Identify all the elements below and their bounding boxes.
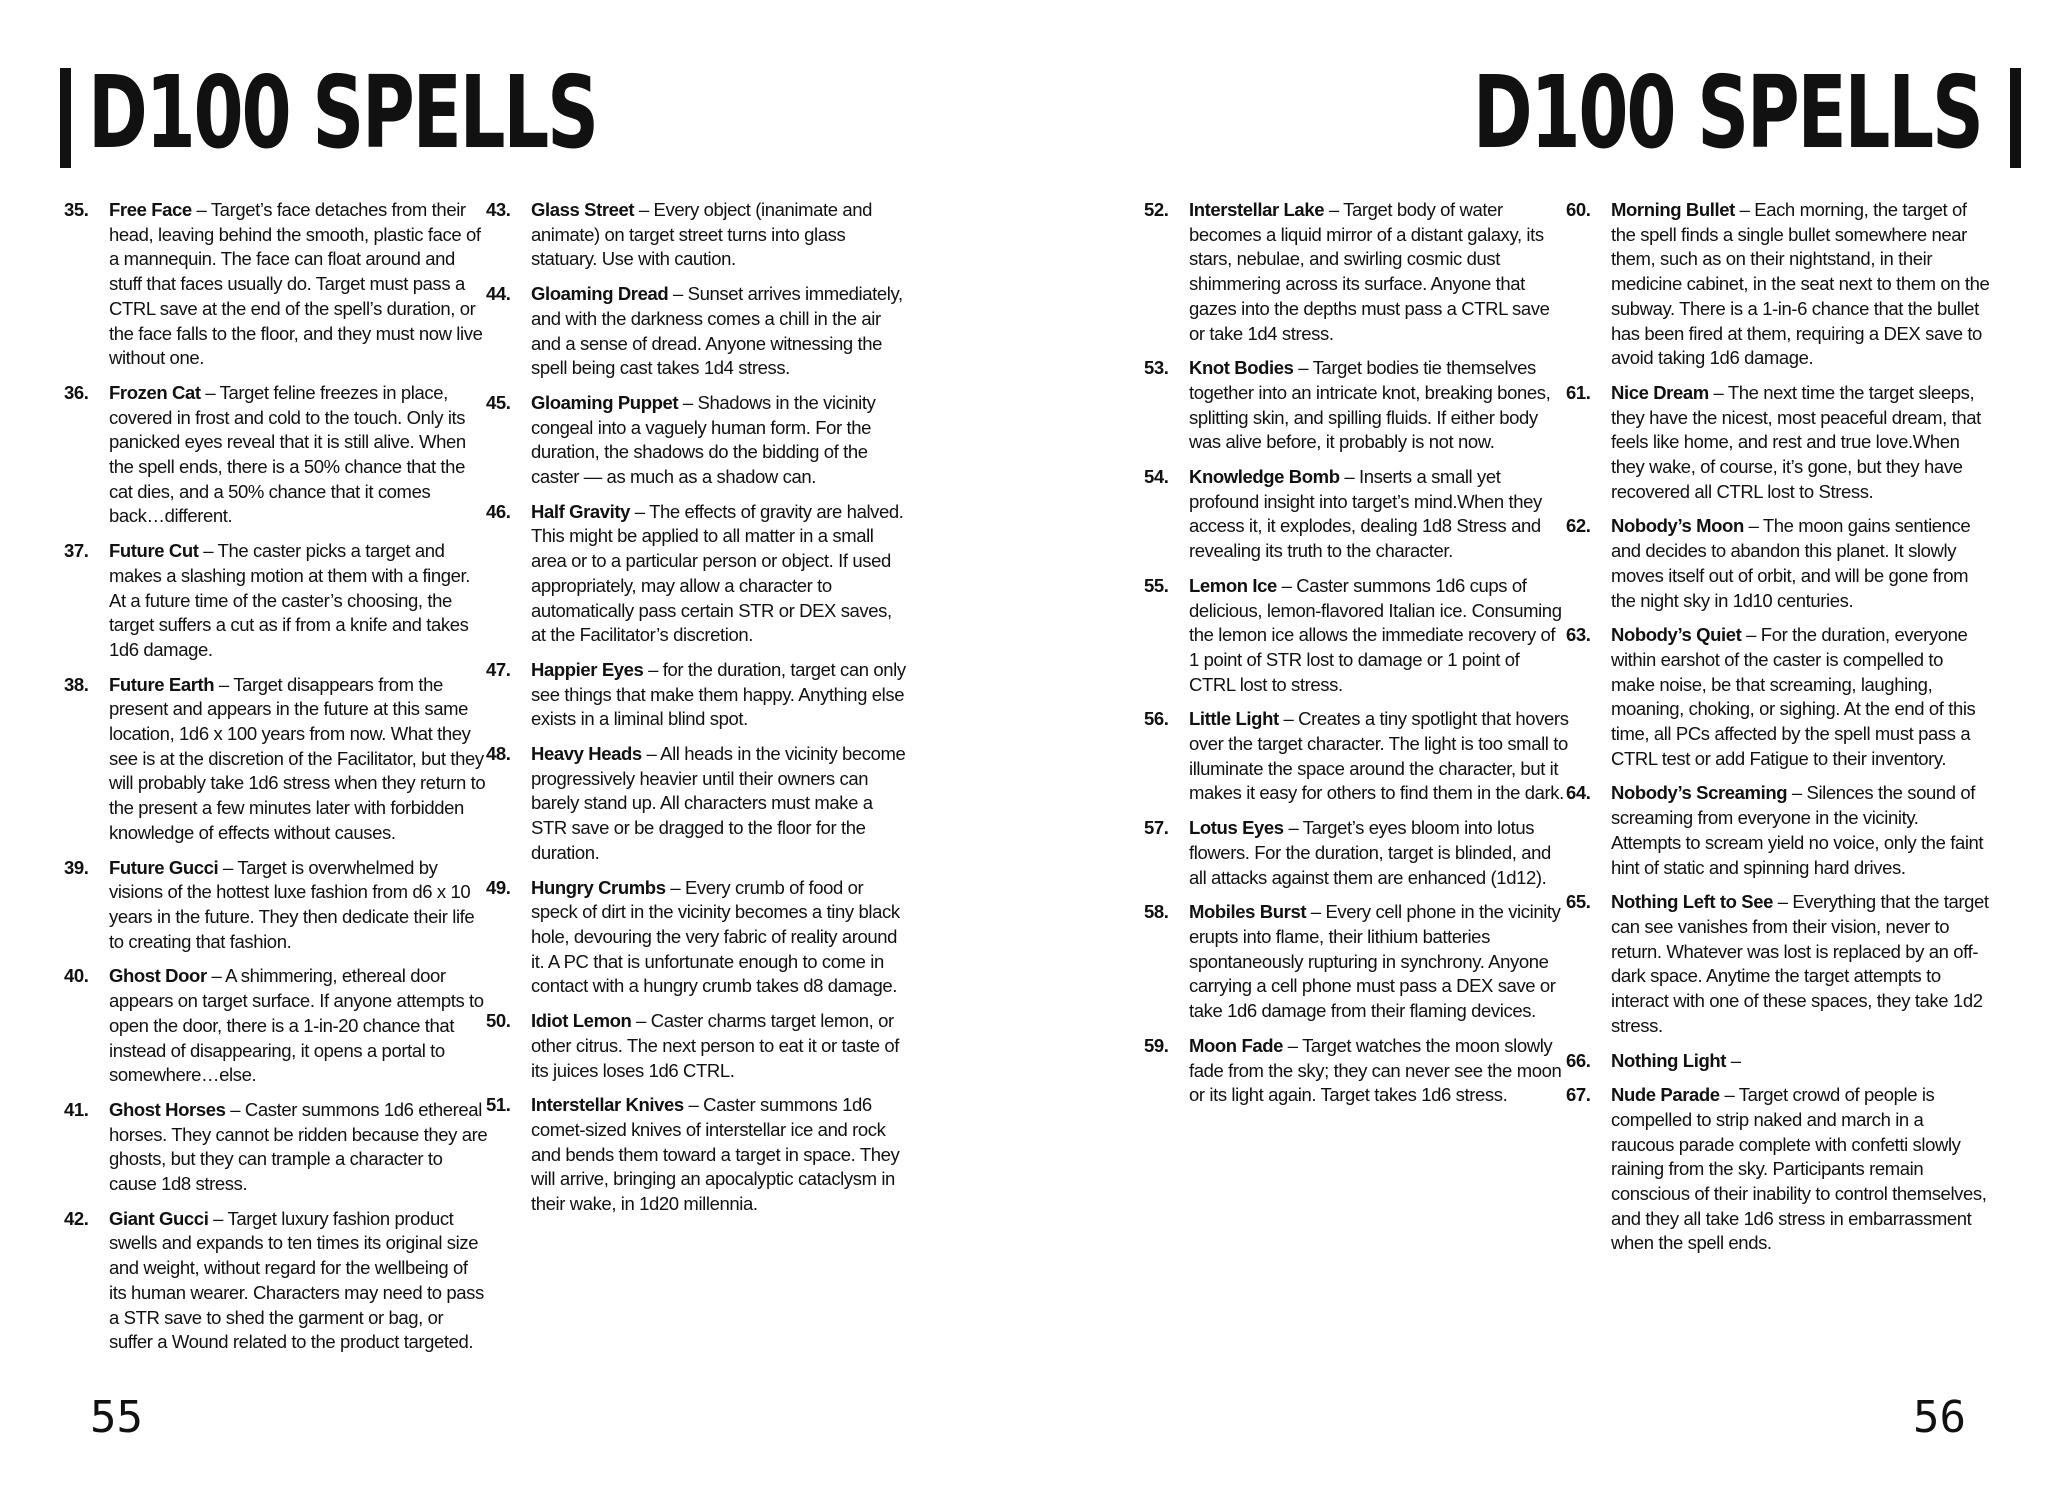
spell-description: – for the duration, target can only see things that make them happy. Anything else exists in a liminal blind spot. xyxy=(531,658,906,730)
spell-name: Nobody’s Moon xyxy=(1611,515,1744,537)
spell-entry xyxy=(1144,574,1569,698)
spell-entry xyxy=(64,1098,489,1197)
spell-description: – Target luxury fashion product swells and expands to ten times its original size and weight, without regard for the wellbeing of its human wearer. Characters may need to pass a STR save to shed the garment or bag, or suffer a Wound related to the product targeted. xyxy=(109,1207,484,1353)
spell-number: 58. xyxy=(1144,901,1169,923)
spell-column-1 xyxy=(64,198,489,1365)
spell-entry xyxy=(64,964,489,1088)
spell-description: – Target watches the moon slowly fade from the sky; they can never see the moon or its light again. Target takes 1d6 stress. xyxy=(1189,1034,1562,1106)
spell-name: Mobiles Burst xyxy=(1189,901,1307,923)
spell-description: – Every object (inanimate and animate) on target street turns into glass statuary. Use with caution. xyxy=(531,199,873,270)
spell-number: 35. xyxy=(64,199,89,220)
spell-name: Happier Eyes xyxy=(531,658,644,680)
spell-number: 66. xyxy=(1566,1049,1591,1071)
spell-number: 42. xyxy=(64,1207,89,1229)
spell-number: 57. xyxy=(1144,817,1169,839)
spell-description: – The caster picks a target and makes a slashing motion at them with a finger. At a future time of the caster’s choosing, the target suffers a cut as if from a knife and takes 1d6 damage. xyxy=(109,540,471,660)
spell-description: – xyxy=(1726,1049,1741,1071)
spell-name: Knowledge Bomb xyxy=(1189,466,1340,488)
spell-description: – Every cell phone in the vicinity erupts into flame, their lithium batteries spontaneously rupturing in synchrony. Anyone carrying a cell phone must pass a DEX save or take 1d6 damage from their flaming devices. xyxy=(1189,901,1561,1022)
spell-description: – For the duration, everyone within earshot of the caster is compelled to make noise, be that screaming, laughing, moaning, choking, or sighing. At the end of this time, all PCs affected by the spell must pass a CTRL test or add Fatigue to their inventory. xyxy=(1611,624,1976,769)
spell-description: – Inserts a small yet profound insight into target’s mind.When they access it, it explodes, dealing 1d8 Stress and revealing its truth to the character. xyxy=(1189,466,1542,562)
spell-description: – The effects of gravity are halved. This might be applied to all matter in a small area or to a particular person or object. If used appropriately, may allow a character to automatically pass certain STR or DEX saves, at the Facilitator’s discretion. xyxy=(531,500,904,646)
spell-description: – Caster summons 1d6 cups of delicious, lemon-flavored Italian ice. Consuming the lemon ice allows the immediate recovery of 1 point of STR lost to damage or 1 point of CTRL lost to stress. xyxy=(1189,574,1562,695)
spell-entry xyxy=(1566,1049,1991,1074)
spell-entry xyxy=(64,856,489,955)
spell-description: – Target’s eyes bloom into lotus flowers. For the duration, target is blinded, and all attacks against them are enhanced (1d12). xyxy=(1189,817,1551,888)
title-bar-right xyxy=(2010,68,2021,168)
spell-number: 36. xyxy=(64,381,89,403)
spell-entry xyxy=(1144,900,1569,1024)
spell-name: Little Light xyxy=(1189,708,1279,730)
spell-name: Future Earth xyxy=(109,673,215,695)
page-number-right: 56 xyxy=(1913,1392,1966,1443)
spell-entry xyxy=(486,1009,911,1083)
spell-number: 63. xyxy=(1566,624,1591,646)
spell-entry xyxy=(64,539,489,663)
spell-entry xyxy=(1144,816,1569,890)
page-title-left: D100 SPELLS xyxy=(88,54,597,171)
spell-description: – Silences the sound of screaming from everyone in the vicinity. Attempts to scream yield no voice, only the faint hint of static and spinning hard drives. xyxy=(1611,782,1984,878)
spell-name: Free Face xyxy=(109,199,192,220)
spell-number: 38. xyxy=(64,673,89,695)
spell-name: Glass Street xyxy=(531,199,635,220)
spell-name: Morning Bullet xyxy=(1611,199,1735,220)
spell-number: 55. xyxy=(1144,574,1169,596)
spell-entry xyxy=(1144,1034,1569,1108)
spell-number: 65. xyxy=(1566,891,1591,913)
spell-column-2 xyxy=(486,198,911,1227)
title-bar-left xyxy=(60,68,71,168)
spell-entry xyxy=(1566,198,1991,371)
spell-entry xyxy=(1144,465,1569,564)
spell-name: Heavy Heads xyxy=(531,743,642,765)
spell-number: 39. xyxy=(64,856,89,878)
spell-number: 43. xyxy=(486,199,511,220)
spell-number: 60. xyxy=(1566,199,1591,220)
spell-number: 61. xyxy=(1566,381,1591,403)
spell-name: Frozen Cat xyxy=(109,381,201,403)
spell-number: 51. xyxy=(486,1094,511,1116)
spell-number: 47. xyxy=(486,658,511,680)
spell-name: Gloaming Puppet xyxy=(531,391,679,413)
spell-entry xyxy=(486,742,911,866)
spell-name: Knot Bodies xyxy=(1189,357,1294,379)
spell-number: 40. xyxy=(64,965,89,987)
spell-description: – Caster summons 1d6 comet-sized knives of interstellar ice and rock and bends them toward a target in space. They will arrive, bringing an apocalyptic cataclysm in their wake, in 1d20 millennia. xyxy=(531,1094,900,1215)
spell-name: Interstellar Lake xyxy=(1189,199,1325,220)
spell-number: 59. xyxy=(1144,1034,1169,1056)
spell-entry xyxy=(64,673,489,846)
spell-number: 67. xyxy=(1566,1084,1591,1106)
spell-number: 64. xyxy=(1566,782,1591,804)
spell-description: – Target body of water becomes a liquid mirror of a distant galaxy, its stars, nebulae, and swirling cosmic dust shimmering across its surface. Anyone that gazes into the depths must pass a CTRL save or take 1d4 stress. xyxy=(1189,199,1550,344)
right-page xyxy=(1028,0,2056,1506)
spell-name: Lemon Ice xyxy=(1189,574,1277,596)
spell-number: 56. xyxy=(1144,708,1169,730)
spell-column-3 xyxy=(1144,198,1569,1118)
spell-entry xyxy=(486,282,911,381)
spell-description: – Target crowd of people is compelled to strip naked and march in a raucous parade complete with confetti slowly raining from the sky. Participants remain conscious of their inability to control themselves, and they all take 1d6 stress in embarrassment when the spell ends. xyxy=(1611,1084,1987,1254)
spell-number: 46. xyxy=(486,500,511,522)
spell-name: Lotus Eyes xyxy=(1189,817,1284,839)
spell-entry xyxy=(64,1207,489,1355)
spell-name: Future Gucci xyxy=(109,856,219,878)
spell-column-4 xyxy=(1566,198,1991,1266)
spell-number: 52. xyxy=(1144,199,1169,220)
spell-number: 62. xyxy=(1566,515,1591,537)
spell-name: Future Cut xyxy=(109,540,199,562)
spell-name: Nobody’s Screaming xyxy=(1611,782,1788,804)
spell-name: Nice Dream xyxy=(1611,381,1709,403)
spell-description: – Caster summons 1d6 ethereal horses. They cannot be ridden because they are ghosts, but they can trample a character to cause 1d8 stress. xyxy=(109,1098,488,1195)
spell-name: Nobody’s Quiet xyxy=(1611,624,1742,646)
spell-description: – A shimmering, ethereal door appears on target surface. If anyone attempts to open the door, there is a 1-in-20 chance that instead of disappearing, it opens a portal to somewhere…else. xyxy=(109,965,484,1086)
spell-entry xyxy=(1566,381,1991,505)
spell-description: – Target bodies tie themselves together into an intricate knot, breaking bones, splitting skin, and spilling fluids. If either body was alive before, it probably is not now. xyxy=(1189,357,1551,453)
spell-entry xyxy=(1566,890,1991,1038)
spell-entry xyxy=(486,500,911,648)
spell-entry xyxy=(1144,356,1569,455)
spell-number: 50. xyxy=(486,1010,511,1032)
spell-entry xyxy=(486,198,911,272)
spell-name: Ghost Horses xyxy=(109,1098,226,1120)
spell-description: – Target’s face detaches from their head, leaving behind the smooth, plastic face of a mannequin. The face can float around and stuff that faces usually do. Target must pass a CTRL save at the end of the spell’s duration, or the face falls to the floor, and they must now live without one. xyxy=(109,199,483,369)
spell-name: Interstellar Knives xyxy=(531,1094,684,1116)
spell-number: 45. xyxy=(486,391,511,413)
spell-number: 53. xyxy=(1144,357,1169,379)
spell-description: – Every crumb of food or speck of dirt in the vicinity becomes a tiny black hole, devouring the very fabric of reality around it. A PC that is unfortunate enough to come in contact with a hungry crumb takes d8 damage. xyxy=(531,876,900,997)
spell-entry xyxy=(64,198,489,371)
spell-name: Nude Parade xyxy=(1611,1084,1720,1106)
spell-description: – Target feline freezes in place, covered in frost and cold to the touch. Only its panicked eyes reveal that it is still alive. When the spell ends, there is a 50% chance that the cat dies, and a 50% chance that it comes back…different. xyxy=(109,381,466,527)
spell-entry xyxy=(1566,781,1991,880)
spell-entry xyxy=(1566,1083,1991,1256)
spell-name: Nothing Left to See xyxy=(1611,891,1773,913)
spell-entry xyxy=(486,391,911,490)
spell-entry xyxy=(1566,514,1991,613)
spell-description: – All heads in the vicinity become progressively heavier until their owners can barely stand up. All characters must make a STR save or be dragged to the floor for the duration. xyxy=(531,743,906,863)
spell-name: Nothing Light xyxy=(1611,1049,1727,1071)
page-title-right: D100 SPELLS xyxy=(1473,54,1982,171)
spell-number: 44. xyxy=(486,283,511,305)
spell-entry xyxy=(1566,623,1991,771)
spell-name: Gloaming Dread xyxy=(531,283,669,305)
spell-description: – Shadows in the vicinity congeal into a vaguely human form. For the duration, the shadows do the bidding of the caster — as much as a shadow can. xyxy=(531,391,876,488)
spell-description: – The moon gains sentience and decides to abandon this planet. It slowly moves itself out of orbit, and will be gone from the night sky in 1d10 centuries. xyxy=(1611,515,1971,611)
spell-description: – Target is overwhelmed by visions of the hottest luxe fashion from d6 x 10 years in the future. They then dedicate their life to creating that fashion. xyxy=(109,856,475,952)
spell-number: 48. xyxy=(486,743,511,765)
spell-entry xyxy=(486,658,911,732)
spell-description: – Sunset arrives immediately, and with the darkness comes a chill in the air and a sense of dread. Anyone witnessing the spell being cast takes 1d4 stress. xyxy=(531,283,903,379)
spell-name: Half Gravity xyxy=(531,500,631,522)
spell-description: – Each morning, the target of the spell finds a single bullet somewhere near them, such as on their nightstand, in their medicine cabinet, in the seat next to them on the subway. There is a 1-in-6 chance that the bullet has been fired at them, requiring a DEX save to avoid taking 1d6 damage. xyxy=(1611,199,1990,369)
spell-entry xyxy=(1144,707,1569,806)
spell-number: 54. xyxy=(1144,466,1169,488)
page-number-left: 55 xyxy=(90,1392,143,1443)
spell-entry xyxy=(1144,198,1569,346)
spell-name: Idiot Lemon xyxy=(531,1010,632,1032)
spell-number: 41. xyxy=(64,1098,89,1120)
spell-description: – Target disappears from the present and appears in the future at this same location, 1d6 x 100 years from now. What they see is at the discretion of the Facilitator, but they will probably take 1d6 stress when they return to the present a few minutes later with forbidden knowledge of effects without causes. xyxy=(109,673,486,843)
spell-number: 37. xyxy=(64,540,89,562)
spell-entry xyxy=(486,876,911,1000)
spell-name: Giant Gucci xyxy=(109,1207,209,1229)
spell-description: – Everything that the target can see vanishes from their vision, never to return. Whatever was lost is replaced by an off-dark space. Anytime the target attempts to interact with one of these spaces, they take 1d2 stress. xyxy=(1611,891,1989,1036)
spell-description: – Caster charms target lemon, or other citrus. The next person to eat it or taste of its juices loses 1d6 CTRL. xyxy=(531,1010,899,1081)
spell-description: – The next time the target sleeps, they have the nicest, most peaceful dream, that feels like home, and rest and true love.When they wake, of course, it’s gone, but they have recovered all CTRL lost to Stress. xyxy=(1611,381,1981,502)
spell-description: – Creates a tiny spotlight that hovers over the target character. The light is too small to illuminate the space around the character, but it makes it easy for others to find them in the dark. xyxy=(1189,708,1569,804)
spell-number: 49. xyxy=(486,876,511,898)
spell-entry xyxy=(486,1093,911,1217)
spell-name: Moon Fade xyxy=(1189,1034,1284,1056)
spell-name: Ghost Door xyxy=(109,965,207,987)
spell-entry xyxy=(64,381,489,529)
spell-name: Hungry Crumbs xyxy=(531,876,666,898)
